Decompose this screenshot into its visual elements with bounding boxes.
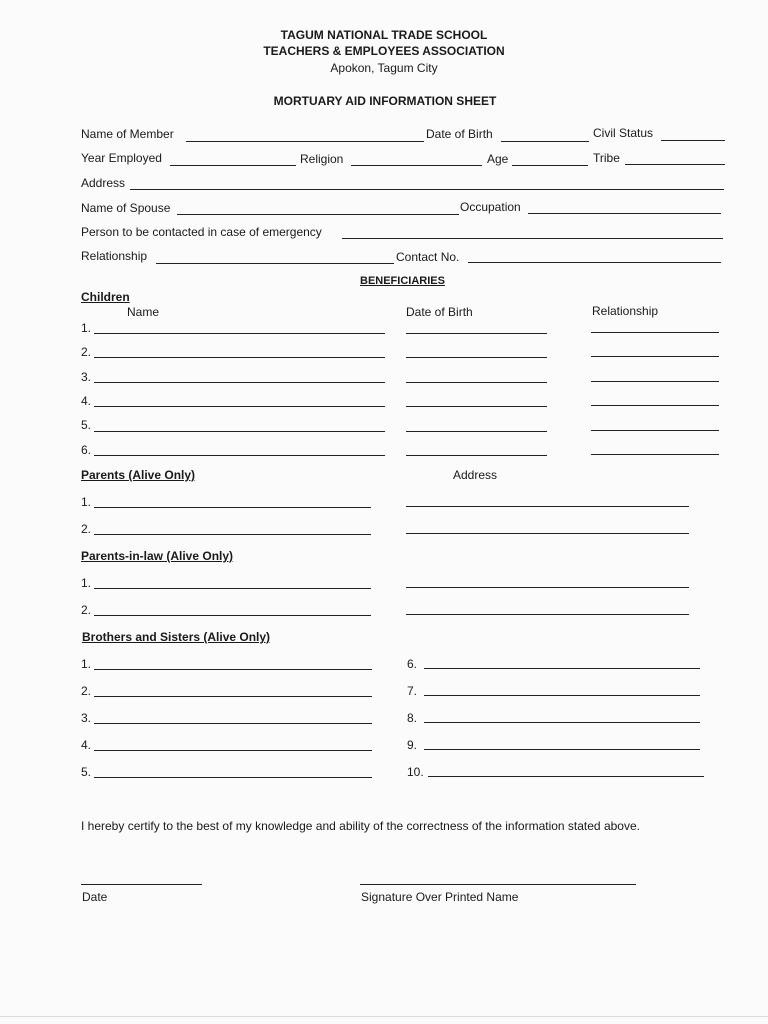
emergency-contact-field[interactable] (342, 238, 723, 239)
parents-address-header: Address (453, 468, 498, 482)
association-name: TEACHERS & EMPLOYEES ASSOCIATION (263, 44, 505, 58)
child-relationship-field[interactable] (591, 454, 719, 455)
child-relationship-field[interactable] (591, 332, 719, 333)
parent-address-field[interactable] (406, 533, 689, 534)
child-dob-field[interactable] (406, 333, 547, 334)
sibling-row-number: 2. (81, 684, 92, 698)
date-of-birth-field[interactable] (501, 141, 589, 142)
occupation-label: Occupation (460, 200, 521, 214)
sibling-row-number: 10. (407, 765, 424, 779)
child-row-number: 2. (81, 345, 92, 359)
parent-row-number: 2. (81, 522, 92, 536)
name-of-member-label: Name of Member (81, 127, 174, 141)
children-name-header: Name (127, 305, 160, 319)
sibling-row-number: 4. (81, 738, 92, 752)
sibling-name-field[interactable] (428, 776, 704, 777)
parent-row-number: 1. (81, 495, 92, 509)
child-name-field[interactable] (94, 333, 385, 334)
child-dob-field[interactable] (406, 357, 547, 358)
parent-in-law-address-field[interactable] (406, 614, 689, 615)
form-title: MORTUARY AID INFORMATION SHEET (273, 94, 497, 108)
relationship-label: Relationship (81, 249, 148, 263)
child-row-number: 1. (81, 321, 92, 335)
beneficiaries-heading: BENEFICIARIES (360, 275, 445, 287)
child-row-number: 6. (81, 443, 92, 457)
date-label: Date (82, 890, 108, 904)
child-relationship-field[interactable] (591, 430, 719, 431)
sibling-name-field[interactable] (424, 695, 700, 696)
school-location: Apokon, Tagum City (330, 61, 438, 75)
address-label: Address (81, 176, 126, 190)
year-employed-label: Year Employed (81, 151, 162, 165)
sibling-name-field[interactable] (94, 750, 372, 751)
age-field[interactable] (512, 165, 588, 166)
address-field[interactable] (130, 189, 724, 190)
child-name-field[interactable] (94, 382, 385, 383)
school-name: TAGUM NATIONAL TRADE SCHOOL (280, 28, 488, 42)
emergency-contact-label: Person to be contacted in case of emergency (81, 225, 322, 239)
parent-address-field[interactable] (406, 506, 689, 507)
relationship-field[interactable] (156, 263, 394, 264)
parents-in-law-heading: Parents-in-law (Alive Only) (81, 549, 234, 563)
sibling-row-number: 8. (407, 711, 418, 725)
certification-statement: I hereby certify to the best of my knowledge and ability of the correctness of the information stated above. (81, 819, 640, 833)
parent-in-law-address-field[interactable] (406, 587, 689, 588)
tribe-label: Tribe (593, 151, 620, 165)
child-dob-field[interactable] (406, 455, 547, 456)
sibling-name-field[interactable] (424, 722, 700, 723)
child-dob-field[interactable] (406, 382, 547, 383)
child-relationship-field[interactable] (591, 356, 719, 357)
tribe-field[interactable] (625, 164, 725, 165)
child-name-field[interactable] (94, 406, 385, 407)
parent-in-law-name-field[interactable] (94, 588, 371, 589)
children-relationship-header: Relationship (592, 304, 659, 318)
sibling-name-field[interactable] (94, 669, 372, 670)
child-relationship-field[interactable] (591, 381, 719, 382)
siblings-heading: Brothers and Sisters (Alive Only) (82, 630, 271, 644)
sibling-row-number: 5. (81, 765, 92, 779)
religion-field[interactable] (351, 165, 482, 166)
sibling-row-number: 3. (81, 711, 92, 725)
civil-status-label: Civil Status (593, 126, 654, 140)
sibling-row-number: 9. (407, 738, 418, 752)
parents-heading: Parents (Alive Only) (81, 468, 196, 482)
child-name-field[interactable] (94, 357, 385, 358)
name-of-spouse-field[interactable] (177, 214, 459, 215)
sibling-row-number: 7. (407, 684, 418, 698)
date-signature-field[interactable] (81, 884, 202, 885)
child-relationship-field[interactable] (591, 405, 719, 406)
parent-name-field[interactable] (94, 507, 371, 508)
occupation-field[interactable] (528, 213, 721, 214)
civil-status-field[interactable] (661, 140, 725, 141)
name-of-spouse-label: Name of Spouse (81, 201, 171, 215)
page-bottom-edge (0, 1016, 768, 1017)
year-employed-field[interactable] (170, 165, 296, 166)
religion-label: Religion (300, 152, 344, 166)
sibling-name-field[interactable] (424, 668, 700, 669)
child-row-number: 3. (81, 370, 92, 384)
child-name-field[interactable] (94, 431, 385, 432)
name-of-member-field[interactable] (186, 141, 424, 142)
age-label: Age (487, 152, 509, 166)
sibling-name-field[interactable] (94, 777, 372, 778)
parent-in-law-name-field[interactable] (94, 615, 371, 616)
sibling-row-number: 1. (81, 657, 92, 671)
child-name-field[interactable] (94, 455, 385, 456)
sibling-name-field[interactable] (424, 749, 700, 750)
children-dob-header: Date of Birth (406, 305, 473, 319)
child-row-number: 4. (81, 394, 92, 408)
signature-field[interactable] (360, 884, 636, 885)
signature-label: Signature Over Printed Name (361, 890, 519, 904)
date-of-birth-label: Date of Birth (426, 127, 493, 141)
child-dob-field[interactable] (406, 406, 547, 407)
contact-no-label: Contact No. (396, 250, 460, 264)
sibling-name-field[interactable] (94, 696, 372, 697)
children-heading: Children (81, 290, 130, 304)
child-dob-field[interactable] (406, 431, 547, 432)
contact-no-field[interactable] (468, 262, 721, 263)
child-row-number: 5. (81, 418, 92, 432)
parent-in-law-row-number: 2. (81, 603, 92, 617)
parent-name-field[interactable] (94, 534, 371, 535)
parent-in-law-row-number: 1. (81, 576, 92, 590)
sibling-name-field[interactable] (94, 723, 372, 724)
sibling-row-number: 6. (407, 657, 418, 671)
